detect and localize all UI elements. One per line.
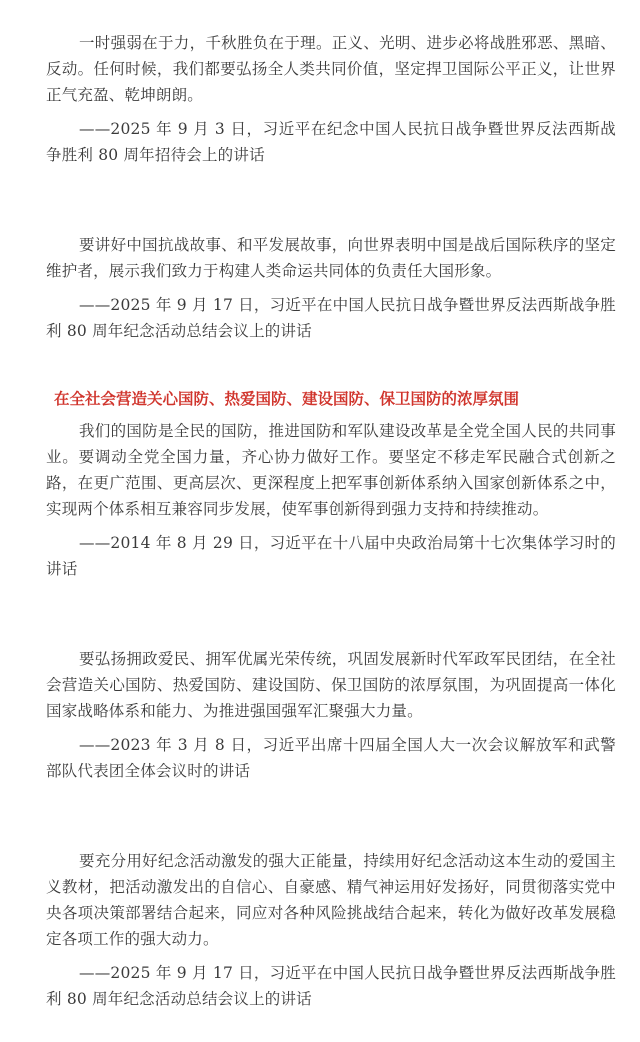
spacer (46, 784, 616, 848)
quote-block-2 (46, 232, 616, 344)
spacer (46, 582, 616, 646)
quote-text: 一时强弱在于力，千秋胜负在于理。正义、光明、进步必将战胜邪恶、黑暗、反动。任何时候，我们都要弘扬全人类共同价值，坚定捍卫国际公平正义，让世界正气充盈、乾坤朗朗。 (46, 34, 616, 104)
quote-text: 要讲好中国抗战故事、和平发展故事，向世界表明中国是战后国际秩序的坚定维护者，展示我们致力于构建人类命运共同体的负责任大国形象。 (46, 236, 616, 280)
quote-text: 要弘扬拥政爱民、拥军优属光荣传统，巩固发展新时代军政军民团结，在全社会营造关心国防、热爱国防、建设国防、保卫国防的浓厚氛围，为巩固提高一体化国家战略体系和能力、为推进强国强军汇聚强大力量。 (46, 650, 616, 720)
quote-source: ——2023 年 3 月 8 日，习近平出席十四届全国人大一次会议解放军和武警部队代表团全体会议时的讲话 (46, 736, 616, 780)
quote-source: ——2014 年 8 月 29 日，习近平在十八届中央政治局第十七次集体学习时的讲话 (46, 534, 616, 578)
quote-block-4 (46, 646, 616, 784)
quote-source: ——2025 年 9 月 3 日，习近平在纪念中国人民抗日战争暨世界反法西斯战争胜利 80 周年招待会上的讲话 (46, 120, 616, 164)
quote-block-3 (46, 418, 616, 582)
quote-text: 我们的国防是全民的国防，推进国防和军队建设改革是全党全国人民的共同事业。要调动全党全国力量，齐心协力做好工作。要坚定不移走军民融合式创新之路，在更广范围、更高层次、更深程度上把军事创新体系纳入国家创新体系之中，实现两个体系相互兼容同步发展，使军事创新得到强力支持和持续推动。 (46, 422, 616, 518)
quote-block-1 (46, 30, 616, 168)
quote-block-5 (46, 848, 616, 1012)
quote-source: ——2025 年 9 月 17 日，习近平在中国人民抗日战争暨世界反法西斯战争胜利 80 周年纪念活动总结会议上的讲话 (46, 964, 616, 1008)
quote-source: ——2025 年 9 月 17 日，习近平在中国人民抗日战争暨世界反法西斯战争胜利 80 周年纪念活动总结会议上的讲话 (46, 296, 616, 340)
quote-text: 要充分用好纪念活动激发的强大正能量，持续用好纪念活动这本生动的爱国主义教材，把活动激发出的自信心、自豪感、精气神运用好发扬好，同贯彻落实党中央各项决策部署结合起来，同应对各种风险挑战结合起来，转化为做好改革发展稳定各项工作的强大动力。 (46, 852, 616, 948)
spacer (46, 344, 616, 386)
spacer (46, 168, 616, 232)
section-heading: 在全社会营造关心国防、热爱国防、建设国防、保卫国防的浓厚氛围 (54, 390, 520, 408)
